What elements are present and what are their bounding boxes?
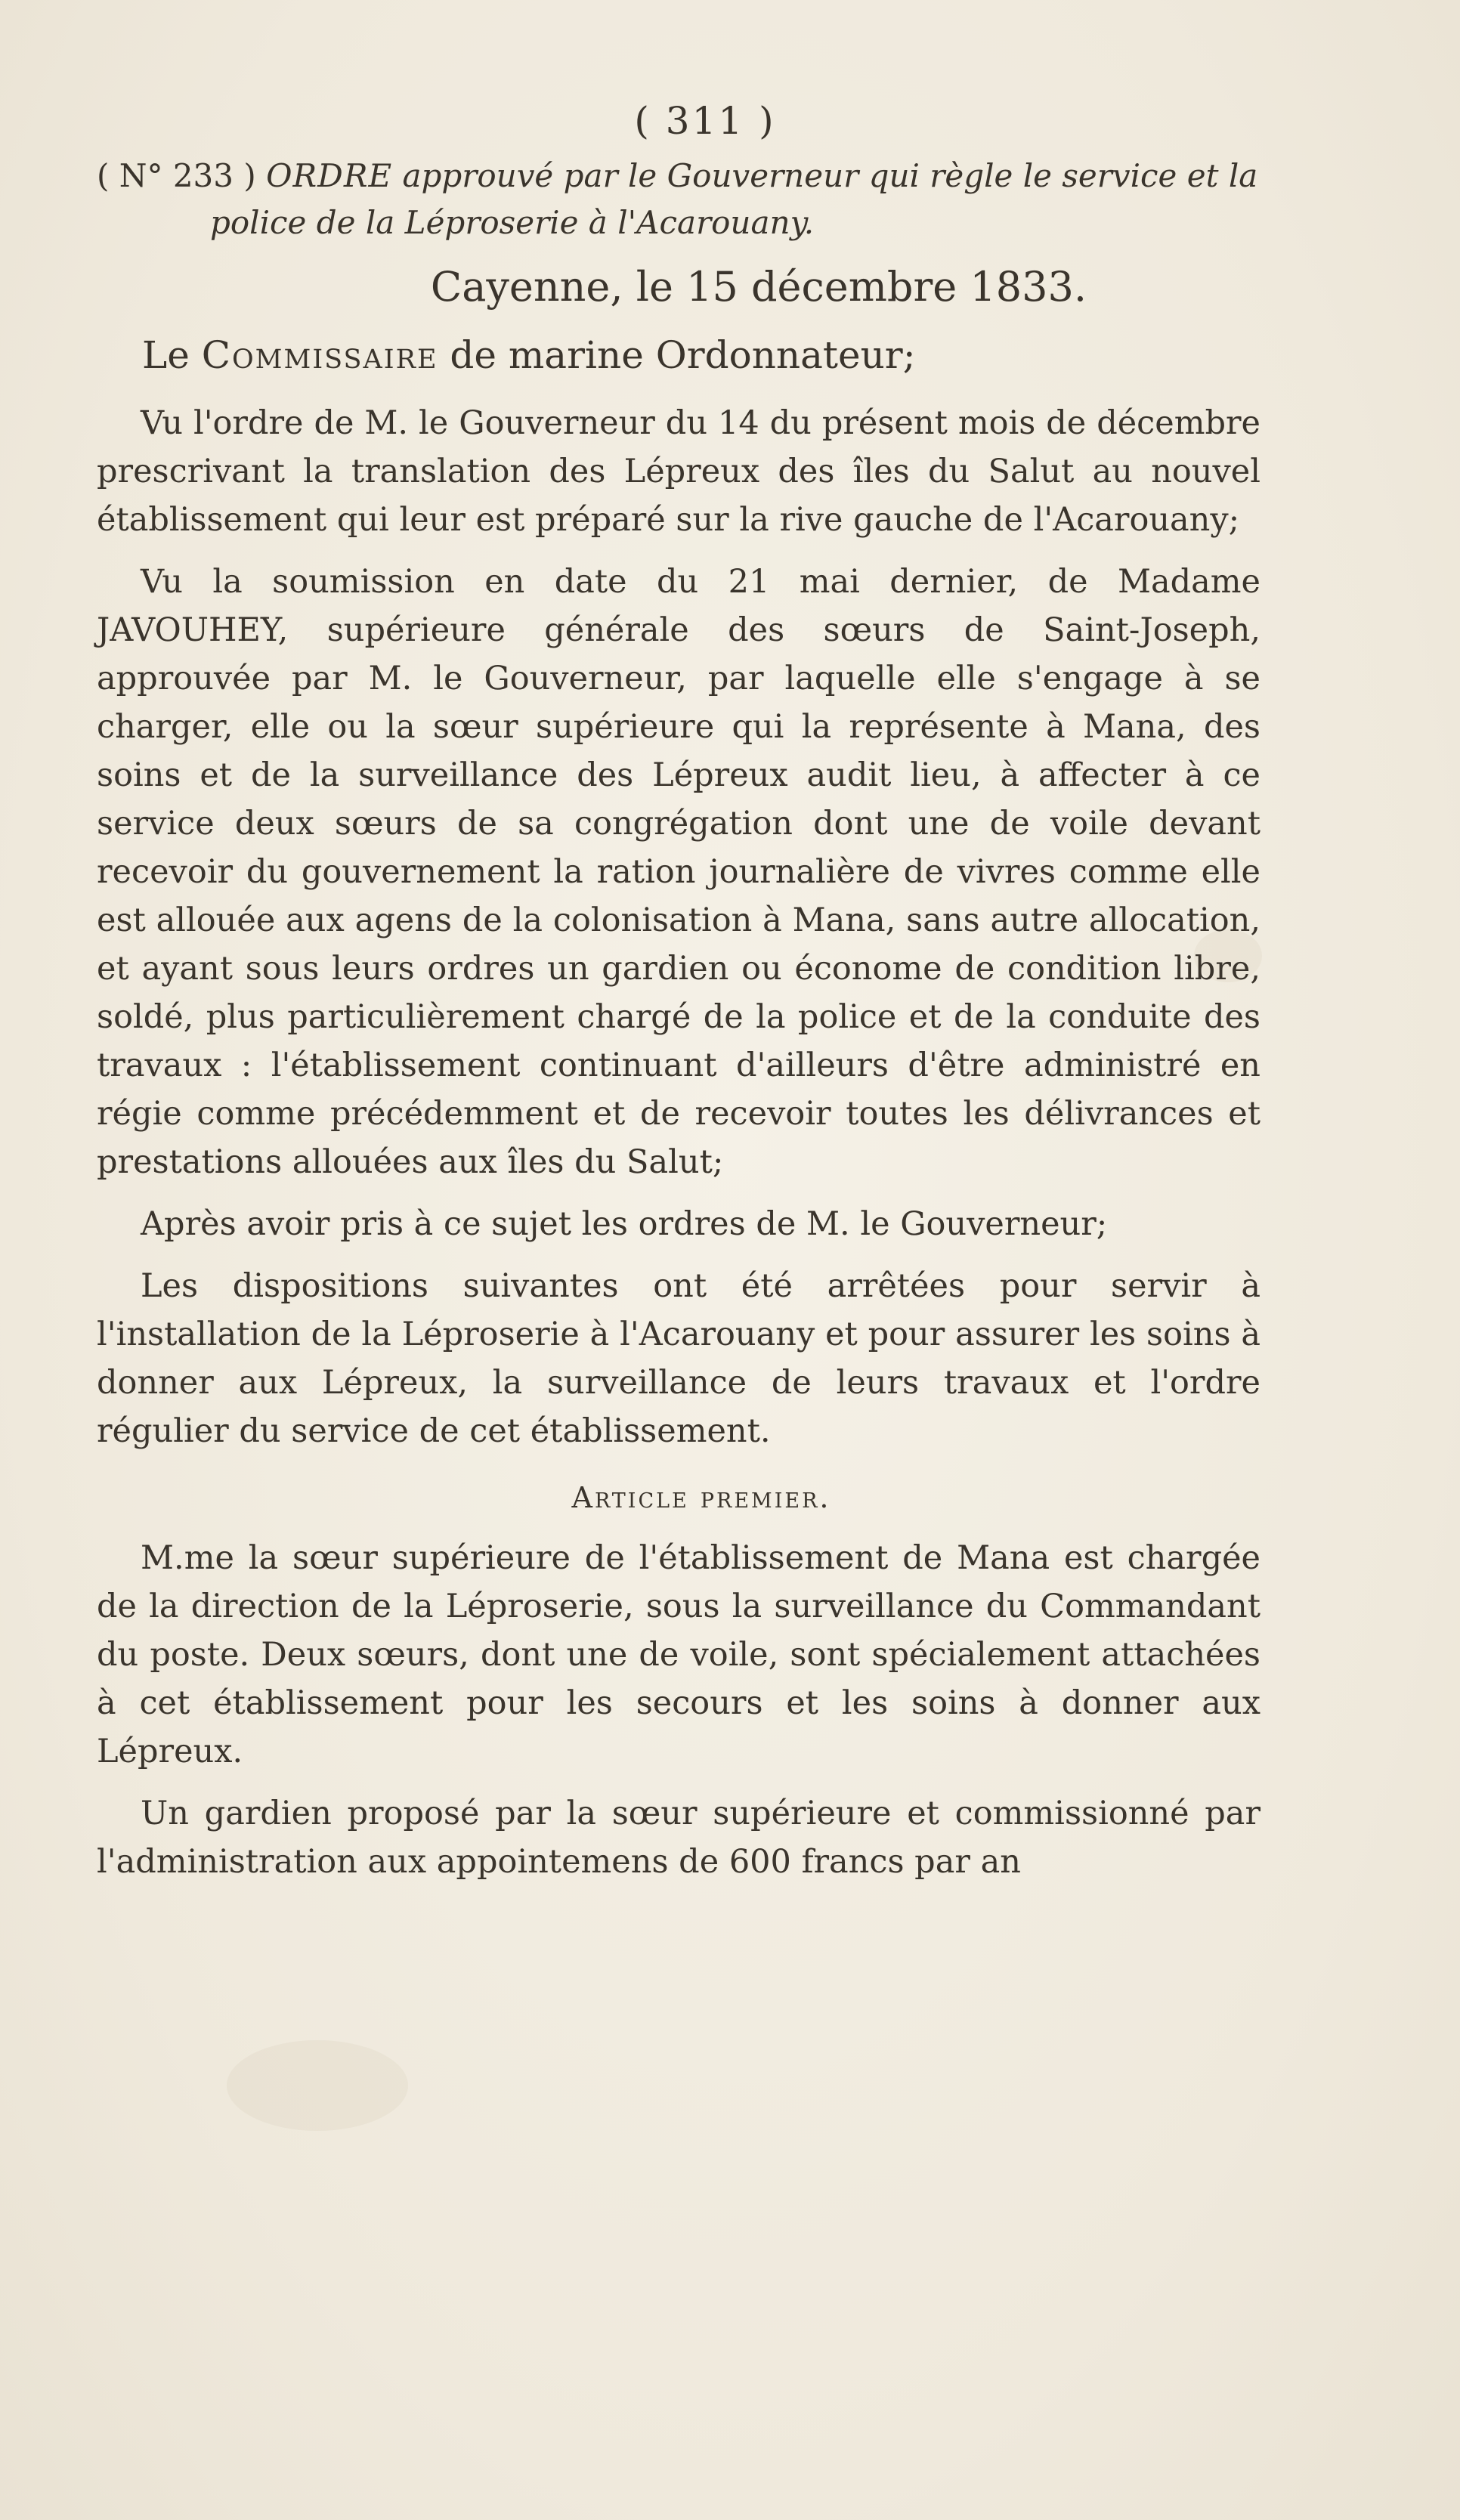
order-title: approuvé par le Gouverneur qui règle le service et la police de la Léproserie à l'Acarouany. [210, 157, 1258, 241]
document-heading [97, 153, 1260, 246]
address-line [97, 325, 1260, 385]
dateline: Cayenne, le 15 décembre 1833. [430, 263, 1087, 311]
paragraph-1: Vu l'ordre de M. le Gouverneur du 14 du présent mois de décembre prescrivant la translation des Lépreux des îles du Salut au nouvel établissement qui leur est préparé sur la rive gauche de l'Acarouany; [97, 404, 1260, 539]
page-number: ( 311 ) [634, 99, 776, 143]
article-heading: Article premier. [571, 1481, 831, 1514]
article-paragraph-2: Un gardien proposé par la sœur supérieure et commissionné par l'administration aux appointemens de 600 francs par an [97, 1795, 1260, 1881]
paragraph-2: Vu la soumission en date du 21 mai dernier, de Madame JAVOUHEY, supérieure générale des sœurs de Saint-Joseph, approuvée par M. le Gouverneur, par laquelle elle s'engage à se charger, elle ou la sœur supérieure qui la représente à Mana, des soins et de la surveillance des Lépreux audit lieu, à affecter à ce service deux sœurs de sa congrégation dont une de voile devant recevoir du gouvernement la ration journalière de vivres comme elle est allouée aux agens de la colonisation à Mana, sans autre allocation, et ayant sous leurs ordres un gardien ou économe de condition libre, soldé, plus particulièrement chargé de la police et de la conduite des travaux : l'établissement continuant d'ailleurs d'être administré en régie comme précédemment et de recevoir toutes les délivrances et prestations allouées aux îles du Salut; [97, 563, 1260, 1181]
address-suffix: de marine Ordonnateur; [450, 333, 916, 377]
address-title: Commissaire [201, 333, 438, 377]
address-prefix: Le [142, 333, 190, 377]
text-block [97, 91, 1260, 1886]
paragraph-3: Après avoir pris à ce sujet les ordres de M. le Gouverneur; [141, 1205, 1108, 1243]
order-title-caps: ORDRE [266, 157, 393, 194]
paragraph-4: Les dispositions suivantes ont été arrêtées pour servir à l'installation de la Léproserie à l'Acarouany et pour assurer les soins à donner aux Lépreux, la surveillance de leurs travaux et l'ordre régulier du service de cet établissement. [97, 1267, 1260, 1450]
order-number: ( N° 233 ) [97, 157, 256, 194]
article-paragraph-1: M.me la sœur supérieure de l'établissement de Mana est chargée de la direction de la Léproserie, sous la surveillance du Commandant du poste. Deux sœurs, dont une de voile, sont spécialement attachées à cet établissement pour les secours et les soins à donner aux Lépreux. [97, 1539, 1260, 1770]
